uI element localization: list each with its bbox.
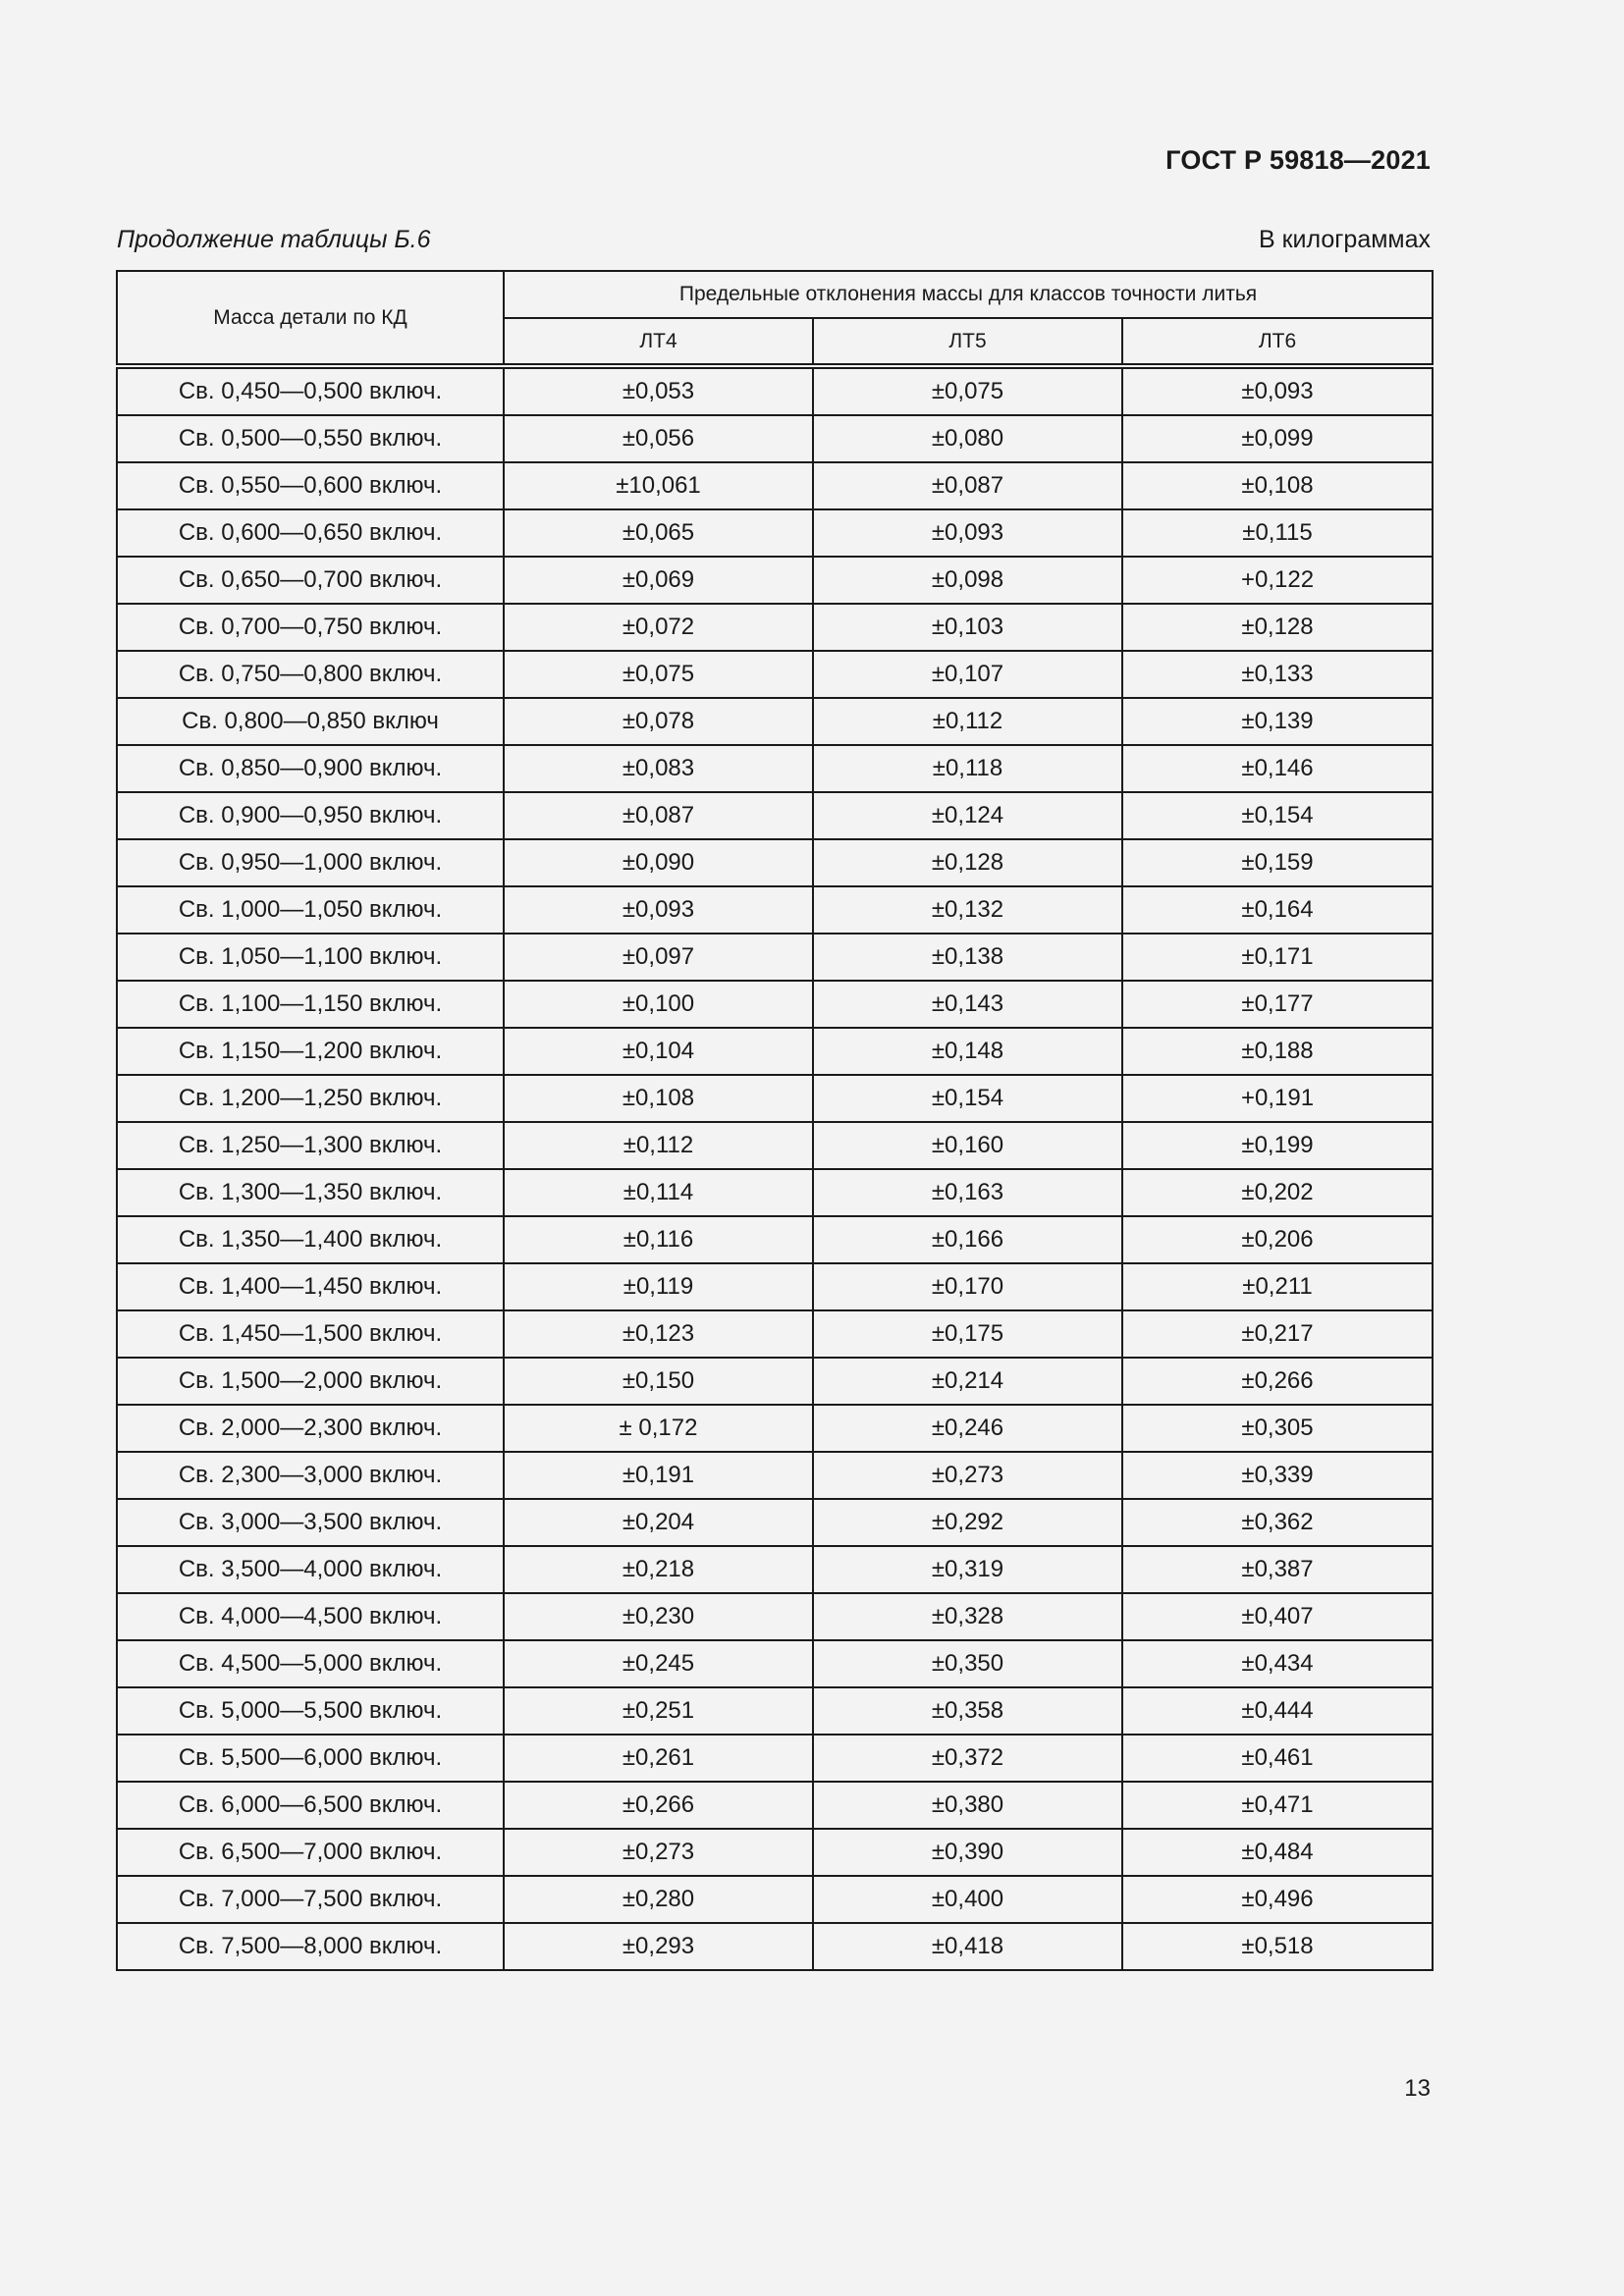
table-row [117, 1593, 1433, 1640]
cell-lt5: ±0,143 [813, 981, 1122, 1028]
cell-lt4: ±0,293 [504, 1923, 813, 1970]
cell-mass-range: Св. 6,000—6,500 включ. [117, 1782, 504, 1829]
table-row [117, 366, 1433, 415]
cell-lt6: ±0,305 [1122, 1405, 1433, 1452]
table-row [117, 1876, 1433, 1923]
cell-lt4: ±0,204 [504, 1499, 813, 1546]
cell-lt5: ±0,080 [813, 415, 1122, 462]
table-row [117, 1546, 1433, 1593]
cell-lt6: ±0,108 [1122, 462, 1433, 509]
table-row [117, 462, 1433, 509]
cell-lt4: ±0,116 [504, 1216, 813, 1263]
cell-lt6: ±0,407 [1122, 1593, 1433, 1640]
cell-lt4: ±0,108 [504, 1075, 813, 1122]
cell-mass-range: Св. 0,600—0,650 включ. [117, 509, 504, 557]
cell-lt4: ±0,245 [504, 1640, 813, 1687]
table-row [117, 745, 1433, 792]
cell-lt6: ±0,484 [1122, 1829, 1433, 1876]
cell-lt5: ±0,160 [813, 1122, 1122, 1169]
cell-lt4: ±0,251 [504, 1687, 813, 1735]
cell-lt5: ±0,098 [813, 557, 1122, 604]
table-row [117, 1499, 1433, 1546]
cell-lt4: ±10,061 [504, 462, 813, 509]
table-row [117, 1640, 1433, 1687]
cell-lt5: ±0,118 [813, 745, 1122, 792]
cell-lt5: ±0,400 [813, 1876, 1122, 1923]
document-code: ГОСТ Р 59818—2021 [1165, 145, 1431, 175]
table-row [117, 1782, 1433, 1829]
cell-mass-range: Св. 0,700—0,750 включ. [117, 604, 504, 651]
cell-lt4: ±0,087 [504, 792, 813, 839]
cell-mass-range: Св. 5,500—6,000 включ. [117, 1735, 504, 1782]
table-row [117, 557, 1433, 604]
cell-lt4: ±0,191 [504, 1452, 813, 1499]
cell-lt6: ±0,518 [1122, 1923, 1433, 1970]
cell-lt4: ±0,053 [504, 366, 813, 415]
cell-lt5: ±0,148 [813, 1028, 1122, 1075]
cell-lt6: ±0,188 [1122, 1028, 1433, 1075]
table-row [117, 415, 1433, 462]
cell-mass-range: Св. 0,550—0,600 включ. [117, 462, 504, 509]
cell-lt4: ±0,266 [504, 1782, 813, 1829]
cell-lt4: ±0,078 [504, 698, 813, 745]
cell-lt4: ±0,075 [504, 651, 813, 698]
table-row [117, 651, 1433, 698]
column-header-lt4: ЛТ4 [504, 318, 813, 366]
cell-lt4: ± 0,172 [504, 1405, 813, 1452]
table-row [117, 1687, 1433, 1735]
cell-lt4: ±0,093 [504, 886, 813, 934]
cell-lt5: ±0,124 [813, 792, 1122, 839]
cell-mass-range: Св. 1,050—1,100 включ. [117, 934, 504, 981]
cell-lt5: ±0,292 [813, 1499, 1122, 1546]
cell-lt6: ±0,128 [1122, 604, 1433, 651]
cell-lt6: ±0,115 [1122, 509, 1433, 557]
cell-lt5: ±0,170 [813, 1263, 1122, 1310]
table-body [117, 366, 1433, 1970]
table-row [117, 1028, 1433, 1075]
column-group-header-deviations: Предельные отклонения массы для классов точности литья [504, 271, 1433, 318]
table-row [117, 1263, 1433, 1310]
cell-mass-range: Св. 1,300—1,350 включ. [117, 1169, 504, 1216]
cell-lt6: ±0,496 [1122, 1876, 1433, 1923]
cell-mass-range: Св. 0,850—0,900 включ. [117, 745, 504, 792]
cell-lt5: ±0,166 [813, 1216, 1122, 1263]
cell-lt6: ±0,164 [1122, 886, 1433, 934]
cell-lt6: +0,122 [1122, 557, 1433, 604]
cell-lt4: ±0,261 [504, 1735, 813, 1782]
cell-lt4: ±0,230 [504, 1593, 813, 1640]
cell-mass-range: Св. 1,200—1,250 включ. [117, 1075, 504, 1122]
cell-lt6: ±0,159 [1122, 839, 1433, 886]
table-row [117, 839, 1433, 886]
table-row [117, 1122, 1433, 1169]
table-row [117, 1169, 1433, 1216]
cell-mass-range: Св. 0,650—0,700 включ. [117, 557, 504, 604]
cell-lt5: ±0,273 [813, 1452, 1122, 1499]
cell-lt4: ±0,123 [504, 1310, 813, 1358]
cell-lt4: ±0,273 [504, 1829, 813, 1876]
cell-lt6: ±0,146 [1122, 745, 1433, 792]
table-caption: Продолжение таблицы Б.6 [117, 226, 431, 253]
cell-lt6: ±0,099 [1122, 415, 1433, 462]
cell-lt5: ±0,372 [813, 1735, 1122, 1782]
cell-lt4: ±0,104 [504, 1028, 813, 1075]
cell-lt4: ±0,218 [504, 1546, 813, 1593]
cell-mass-range: Св. 1,350—1,400 включ. [117, 1216, 504, 1263]
cell-lt4: ±0,065 [504, 509, 813, 557]
cell-lt4: ±0,097 [504, 934, 813, 981]
cell-lt4: ±0,280 [504, 1876, 813, 1923]
cell-lt5: ±0,214 [813, 1358, 1122, 1405]
cell-lt4: ±0,100 [504, 981, 813, 1028]
mass-deviation-table [116, 270, 1434, 1971]
cell-lt5: ±0,246 [813, 1405, 1122, 1452]
table-row [117, 792, 1433, 839]
cell-lt6: ±0,217 [1122, 1310, 1433, 1358]
table-row [117, 1216, 1433, 1263]
cell-mass-range: Св. 7,500—8,000 включ. [117, 1923, 504, 1970]
cell-lt5: ±0,163 [813, 1169, 1122, 1216]
column-header-mass: Масса детали по КД [117, 271, 504, 366]
table-row [117, 1735, 1433, 1782]
cell-lt6: ±0,339 [1122, 1452, 1433, 1499]
cell-mass-range: Св. 1,250—1,300 включ. [117, 1122, 504, 1169]
cell-lt5: ±0,107 [813, 651, 1122, 698]
cell-lt5: ±0,075 [813, 366, 1122, 415]
cell-lt4: ±0,114 [504, 1169, 813, 1216]
cell-lt6: ±0,461 [1122, 1735, 1433, 1782]
cell-mass-range: Св. 7,000—7,500 включ. [117, 1876, 504, 1923]
table-row [117, 1310, 1433, 1358]
table-row [117, 1829, 1433, 1876]
cell-lt6: ±0,434 [1122, 1640, 1433, 1687]
cell-lt6: ±0,471 [1122, 1782, 1433, 1829]
cell-lt4: ±0,083 [504, 745, 813, 792]
cell-lt6: ±0,093 [1122, 366, 1433, 415]
cell-lt5: ±0,319 [813, 1546, 1122, 1593]
cell-lt6: ±0,202 [1122, 1169, 1433, 1216]
cell-mass-range: Св. 1,400—1,450 включ. [117, 1263, 504, 1310]
cell-lt5: ±0,103 [813, 604, 1122, 651]
cell-lt5: ±0,087 [813, 462, 1122, 509]
cell-mass-range: Св. 0,500—0,550 включ. [117, 415, 504, 462]
cell-lt5: ±0,175 [813, 1310, 1122, 1358]
cell-mass-range: Св. 0,450—0,500 включ. [117, 366, 504, 415]
table-row [117, 509, 1433, 557]
table-row [117, 1358, 1433, 1405]
table-units: В килограммах [1259, 226, 1431, 253]
cell-lt6: ±0,133 [1122, 651, 1433, 698]
cell-lt4: ±0,112 [504, 1122, 813, 1169]
cell-lt5: ±0,093 [813, 509, 1122, 557]
table-row [117, 886, 1433, 934]
cell-mass-range: Св. 6,500—7,000 включ. [117, 1829, 504, 1876]
cell-lt5: ±0,358 [813, 1687, 1122, 1735]
cell-lt6: ±0,206 [1122, 1216, 1433, 1263]
cell-lt4: ±0,072 [504, 604, 813, 651]
cell-lt4: ±0,056 [504, 415, 813, 462]
cell-lt6: ±0,211 [1122, 1263, 1433, 1310]
page-number: 13 [1404, 2075, 1431, 2102]
table-row [117, 1405, 1433, 1452]
cell-lt6: ±0,266 [1122, 1358, 1433, 1405]
cell-mass-range: Св. 4,500—5,000 включ. [117, 1640, 504, 1687]
cell-lt5: ±0,132 [813, 886, 1122, 934]
column-header-lt5: ЛТ5 [813, 318, 1122, 366]
cell-mass-range: Св. 3,000—3,500 включ. [117, 1499, 504, 1546]
table-row [117, 1923, 1433, 1970]
cell-lt6: ±0,139 [1122, 698, 1433, 745]
cell-lt6: ±0,154 [1122, 792, 1433, 839]
cell-lt4: ±0,119 [504, 1263, 813, 1310]
table-row [117, 698, 1433, 745]
table-row [117, 604, 1433, 651]
cell-lt4: ±0,150 [504, 1358, 813, 1405]
cell-mass-range: Св. 4,000—4,500 включ. [117, 1593, 504, 1640]
cell-mass-range: Св. 1,000—1,050 включ. [117, 886, 504, 934]
cell-lt5: ±0,112 [813, 698, 1122, 745]
cell-lt6: ±0,199 [1122, 1122, 1433, 1169]
table-row [117, 1075, 1433, 1122]
cell-mass-range: Св. 1,450—1,500 включ. [117, 1310, 504, 1358]
column-header-lt6: ЛТ6 [1122, 318, 1433, 366]
cell-mass-range: Св. 1,100—1,150 включ. [117, 981, 504, 1028]
cell-lt6: ±0,171 [1122, 934, 1433, 981]
table-row [117, 981, 1433, 1028]
cell-mass-range: Св. 1,150—1,200 включ. [117, 1028, 504, 1075]
cell-mass-range: Св. 3,500—4,000 включ. [117, 1546, 504, 1593]
cell-lt6: ±0,362 [1122, 1499, 1433, 1546]
cell-lt6: ±0,387 [1122, 1546, 1433, 1593]
cell-lt5: ±0,138 [813, 934, 1122, 981]
cell-lt5: ±0,350 [813, 1640, 1122, 1687]
cell-lt6: +0,191 [1122, 1075, 1433, 1122]
cell-lt5: ±0,418 [813, 1923, 1122, 1970]
cell-lt5: ±0,380 [813, 1782, 1122, 1829]
cell-mass-range: Св. 5,000—5,500 включ. [117, 1687, 504, 1735]
cell-mass-range: Св. 0,900—0,950 включ. [117, 792, 504, 839]
cell-lt4: ±0,069 [504, 557, 813, 604]
cell-lt5: ±0,328 [813, 1593, 1122, 1640]
cell-mass-range: Св. 2,000—2,300 включ. [117, 1405, 504, 1452]
cell-lt5: ±0,390 [813, 1829, 1122, 1876]
cell-mass-range: Св. 0,750—0,800 включ. [117, 651, 504, 698]
cell-mass-range: Св. 1,500—2,000 включ. [117, 1358, 504, 1405]
cell-lt5: ±0,154 [813, 1075, 1122, 1122]
cell-mass-range: Св. 0,800—0,850 включ [117, 698, 504, 745]
cell-lt5: ±0,128 [813, 839, 1122, 886]
cell-mass-range: Св. 2,300—3,000 включ. [117, 1452, 504, 1499]
table-row [117, 1452, 1433, 1499]
table-row [117, 934, 1433, 981]
cell-mass-range: Св. 0,950—1,000 включ. [117, 839, 504, 886]
cell-lt6: ±0,177 [1122, 981, 1433, 1028]
cell-lt6: ±0,444 [1122, 1687, 1433, 1735]
cell-lt4: ±0,090 [504, 839, 813, 886]
